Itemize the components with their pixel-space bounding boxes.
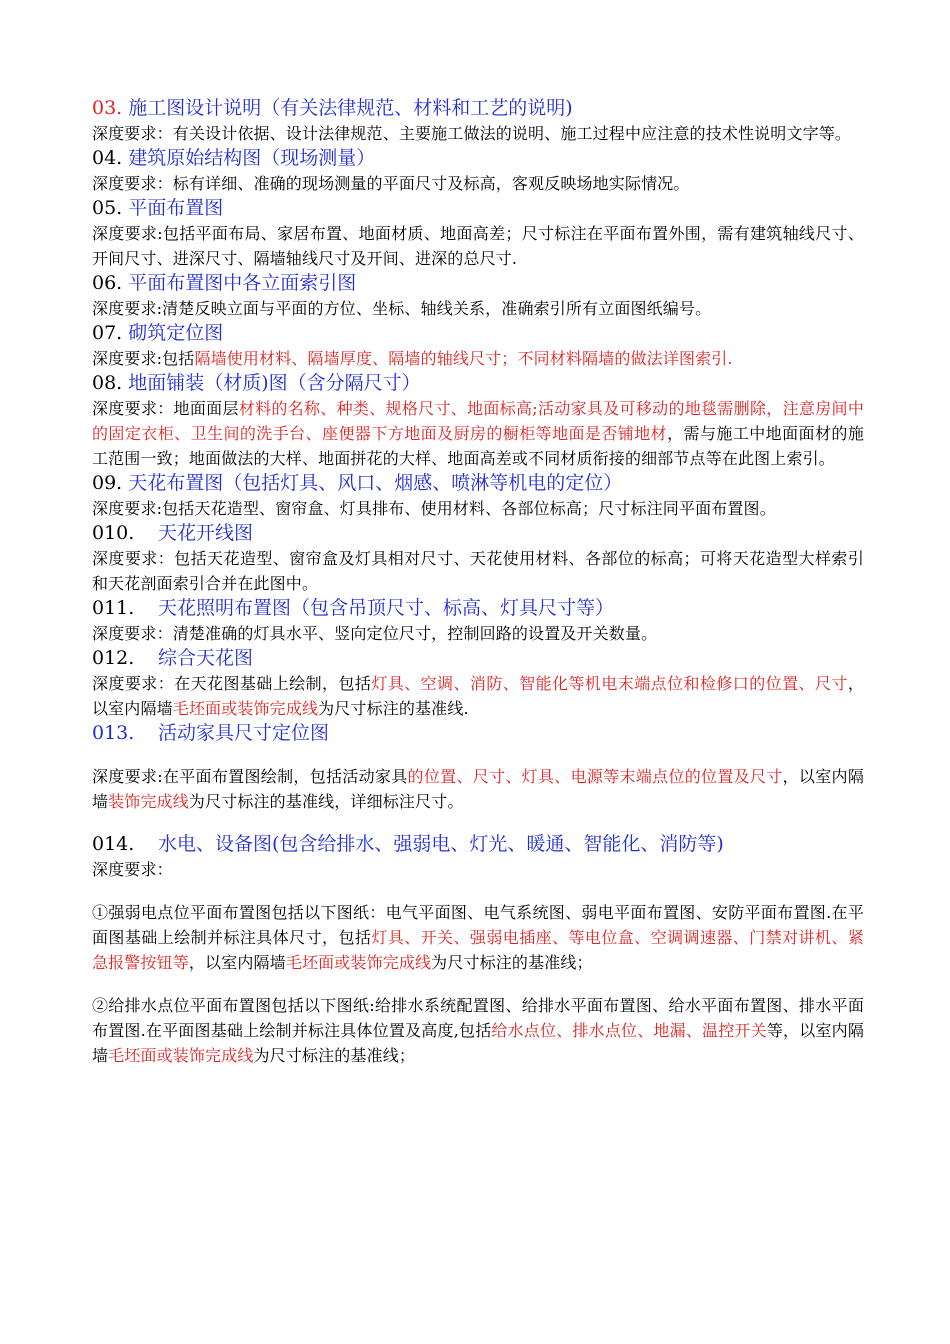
desc-text: ②给排水点位平面布置图包括以下图纸:给排水系统配置图、给排水平面布置图、给水平面布置图、排水平面布置图.在平面图基础上绘制并标注具体位置及高度,包括 [92,996,864,1040]
spacer [92,746,864,764]
desc-highlight: 隔墙使用材料、隔墙厚度、隔墙的轴线尺寸；不同材料隔墙的做法详图索引. [194,349,733,368]
desc-text: 深度要求:包括 [92,349,195,368]
section-title: 地面铺装（材质)图（含分隔尺寸） [128,372,421,394]
desc-text: 为尺寸标注的基准线. [318,699,469,718]
list-item-plumbing [92,993,864,1068]
heading-05 [92,196,864,221]
document-page [92,96,864,1068]
heading-012 [92,646,864,671]
spacer [92,882,864,900]
desc-highlight: 毛坯面或装饰完成线 [108,1046,254,1065]
desc-09: 深度要求:包括天花造型、窗帘盒、灯具排布、使用材料、各部位标高；尺寸标注同平面布置图。 [92,499,776,518]
desc-03: 深度要求：有关设计依据、设计法律规范、主要施工做法的说明、施工过程中应注意的技术性说明文字等。 [92,124,852,143]
section-title: 活动家具尺寸定位图 [158,722,330,744]
desc-highlight: 材料的名称、种类、规格尺寸、地面标高;活动家具及可移动的地毯需删除，注意房间中的固定衣柜、卫生间的洗手台、座便器下方地面及厨房的橱柜等地面是否铺地材 [92,399,864,443]
desc-text: ，以室内隔墙 [92,674,864,718]
desc-010: 深度要求：包括天花造型、窗帘盒及灯具相对尺寸、天花使用材料、各部位的标高；可将天花造型大样索引和天花剖面索引合并在此图中。 [92,549,864,593]
section-title: 砌筑定位图 [128,322,224,344]
desc-014: 深度要求： [92,860,173,879]
section-number: 06. [92,272,123,294]
section-number: 03. [92,97,123,119]
desc-012 [92,671,864,721]
desc-08 [92,396,864,471]
heading-013 [92,721,864,746]
desc-text: 深度要求：在天花图基础上绘制，包括 [92,674,372,693]
section-title: 建筑原始结构图（现场测量） [128,147,376,169]
section-number: 07. [92,322,123,344]
heading-011 [92,596,864,621]
desc-text: ，需与施工中地面面材的施工范围一致；地面做法的大样、地面拼花的大样、地面高差或不同材质衔接的细部节点等在此图上索引。 [92,424,864,468]
section-title: 天花开线图 [158,522,254,544]
list-item-electrical [92,900,864,975]
heading-010 [92,521,864,546]
section-title: 施工图设计说明（有关法律规范、材料和工艺的说明) [128,97,573,119]
desc-text: 深度要求:在平面布置图绘制，包括活动家具 [92,767,408,786]
desc-highlight: 毛坯面或装饰完成线 [172,699,319,718]
desc-06: 深度要求:清楚反映立面与平面的方位、坐标、轴线关系，准确索引所有立面图纸编号。 [92,299,712,318]
desc-011: 深度要求：清楚准确的灯具水平、竖向定位尺寸，控制回路的设置及开关数量。 [92,624,658,643]
spacer [92,975,864,993]
desc-text: 为尺寸标注的基准线，详细标注尺寸。 [188,792,464,811]
section-number: 09. [92,472,123,494]
desc-text: 为尺寸标注的基准线； [431,953,593,972]
heading-09 [92,471,864,496]
desc-05: 深度要求:包括平面布局、家居布置、地面材质、地面高差；尺寸标注在平面布置外围，需有建筑轴线尺寸、开间尺寸、进深尺寸、隔墙轴线尺寸及开间、进深的总尺寸. [92,224,864,268]
section-number: 014. [92,833,135,855]
desc-highlight: 给水点位、排水点位、地漏、温控开关 [491,1021,767,1040]
desc-highlight: 毛坯面或装饰完成线 [285,953,432,972]
heading-03 [92,96,864,121]
section-number: 05. [92,197,123,219]
section-number: 012. [92,647,135,669]
heading-08 [92,371,864,396]
desc-text: ①强弱电点位平面布置图包括以下图纸：电气平面图、电气系统图、弱电平面布置图、安防平面布置图.在平面图基础上绘制并标注具体尺寸，包括 [92,903,864,947]
desc-text: ，以室内隔墙 [188,953,286,972]
desc-013 [92,764,864,814]
desc-highlight: 装饰完成线 [108,792,189,811]
desc-text: 等，以室内隔墙 [92,1021,864,1065]
section-number: 011. [92,597,135,619]
section-number: 013. [92,722,135,744]
section-title: 天花布置图（包括灯具、风口、烟感、喷淋等机电的定位） [128,472,623,494]
section-title: 平面布置图 [128,197,224,219]
spacer [92,814,864,832]
desc-text: 深度要求：地面面层 [92,399,239,418]
desc-highlight: 灯具、开关、强弱电插座、等电位盒、空调调速器、门禁对讲机、紧急报警按钮等 [92,928,864,972]
section-title: 天花照明布置图（包含吊顶尺寸、标高、灯具尺寸等） [158,597,615,619]
section-title: 平面布置图中各立面索引图 [128,272,357,294]
desc-text: ，以室内隔墙 [92,767,864,811]
desc-07 [92,346,864,371]
section-number: 04. [92,147,123,169]
heading-04 [92,146,864,171]
section-number: 010. [92,522,135,544]
heading-06 [92,271,864,296]
desc-highlight: 灯具、空调、消防、智能化等机电末端点位和检修口的位置、尺寸 [371,674,848,693]
desc-text: 为尺寸标注的基准线； [253,1046,416,1065]
desc-highlight: 的位置、尺寸、灯具、电源等末端点位的位置及尺寸 [407,767,783,786]
section-title: 水电、设备图(包含给排水、强弱电、灯光、暖通、智能化、消防等) [158,833,724,855]
section-title: 综合天花图 [158,647,254,669]
desc-04: 深度要求：标有详细、准确的现场测量的平面尺寸及标高，客观反映场地实际情况。 [92,174,690,193]
section-number: 08. [92,372,123,394]
heading-014 [92,832,864,857]
heading-07 [92,321,864,346]
